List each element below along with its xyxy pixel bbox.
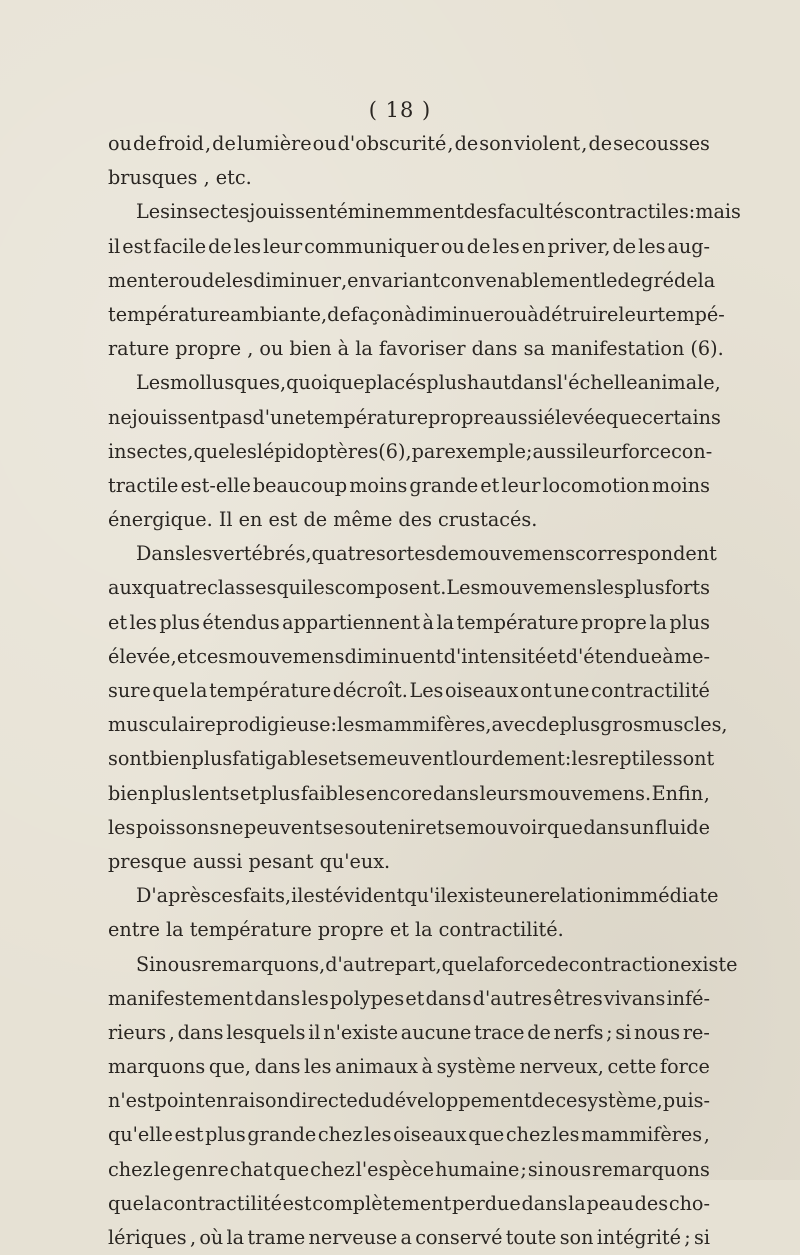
text-line: entre la température propre et la contractilité. (108, 918, 564, 942)
text-line: il est facile de les leur communiquer ou de les en priver, de les aug- (108, 234, 710, 258)
text-line: ou de froid , de lumière ou d'obscurité , de son violent , de secousses (108, 132, 710, 155)
text-line: musculaire prodigieuse : les mammifères , avec de plus gros muscles, (108, 713, 728, 737)
text-line: Si nous remarquons, d'autre part, que la force de contraction existe (136, 952, 738, 976)
text-line: chez le genre chat que chez l'espèce humaine ; si nous remarquons (108, 1157, 710, 1181)
page-number: ( 18 ) (368, 98, 432, 122)
text-line: et les plus étendus appartiennent à la température propre la plus (108, 610, 710, 634)
text-line: qu'elle est plus grande chez les oiseaux que chez les mammifères , (108, 1123, 710, 1147)
text-line: brusques , etc. (108, 166, 252, 190)
text-line: sont bien plus fatigables et se meuvent lourdement : les reptiles sont (108, 747, 715, 771)
text-line: Les mollusques , quoique placés plus haut dans l'échelle animale, (136, 371, 721, 395)
text-line: presque aussi pesant qu'eux. (108, 849, 391, 873)
text-line: que la contractilité est complètement perdue dans la peau des cho- (108, 1191, 710, 1215)
text-line: rieurs , dans lesquels il n'existe aucune trace de nerfs ; si nous re- (108, 1020, 710, 1044)
text-line: ne jouissent pas d'une température propre aussi élevée que certains (108, 405, 721, 429)
text-line: aux quatre classes qui les composent. Les mouvemens les plus forts (108, 576, 710, 600)
text-line: énergique. Il en est de même des crustacés. (108, 508, 538, 532)
text-line: sure que la température décroît. Les oiseaux ont une contractilité (108, 679, 710, 702)
text-line: menter ou de les diminuer , en variant convenablement le degré de la (108, 268, 716, 292)
text-line: température ambiante, de façon à diminuer ou à détruire leur tempé- (108, 302, 725, 326)
text-line: Dans les vertébrés, quatre sortes de mouvemens correspondent (136, 542, 717, 566)
text-line: marquons que, dans les animaux à système nerveux, cette force (108, 1055, 710, 1079)
text-line: élevée , et ces mouvemens diminuent d'intensité et d'étendue à me- (108, 644, 710, 668)
text-line: bien plus lents et plus faibles encore dans leurs mouvemens. Enfin , (108, 781, 710, 805)
text-line: les poissons ne peuvent se soutenir et se mouvoir que dans un fluide (108, 815, 710, 839)
text-line: tractile est-elle beaucoup moins grande et leur locomotion moins (108, 473, 710, 497)
text-line: D'après ces faits , il est évident qu'il existe une relation immédiate (136, 884, 719, 908)
text-line: Les insectes jouissent éminemment des facultés contractiles : mais (136, 200, 741, 224)
text-line: lériques , où la trame nerveuse a conservé toute son intégrité ; si (108, 1226, 710, 1249)
text-line: n'est point en raison directe du développement de ce système , puis- (108, 1089, 710, 1113)
text-line: manifestement dans les polypes et dans d'autres êtres vivans infé- (108, 986, 710, 1010)
text-line: insectes , que les lépidoptères (6) , par exemple; aussi leur force con- (108, 439, 713, 463)
text-line: rature propre , ou bien à la favoriser dans sa manifestation (6). (108, 337, 724, 361)
body-text (108, 127, 741, 1255)
